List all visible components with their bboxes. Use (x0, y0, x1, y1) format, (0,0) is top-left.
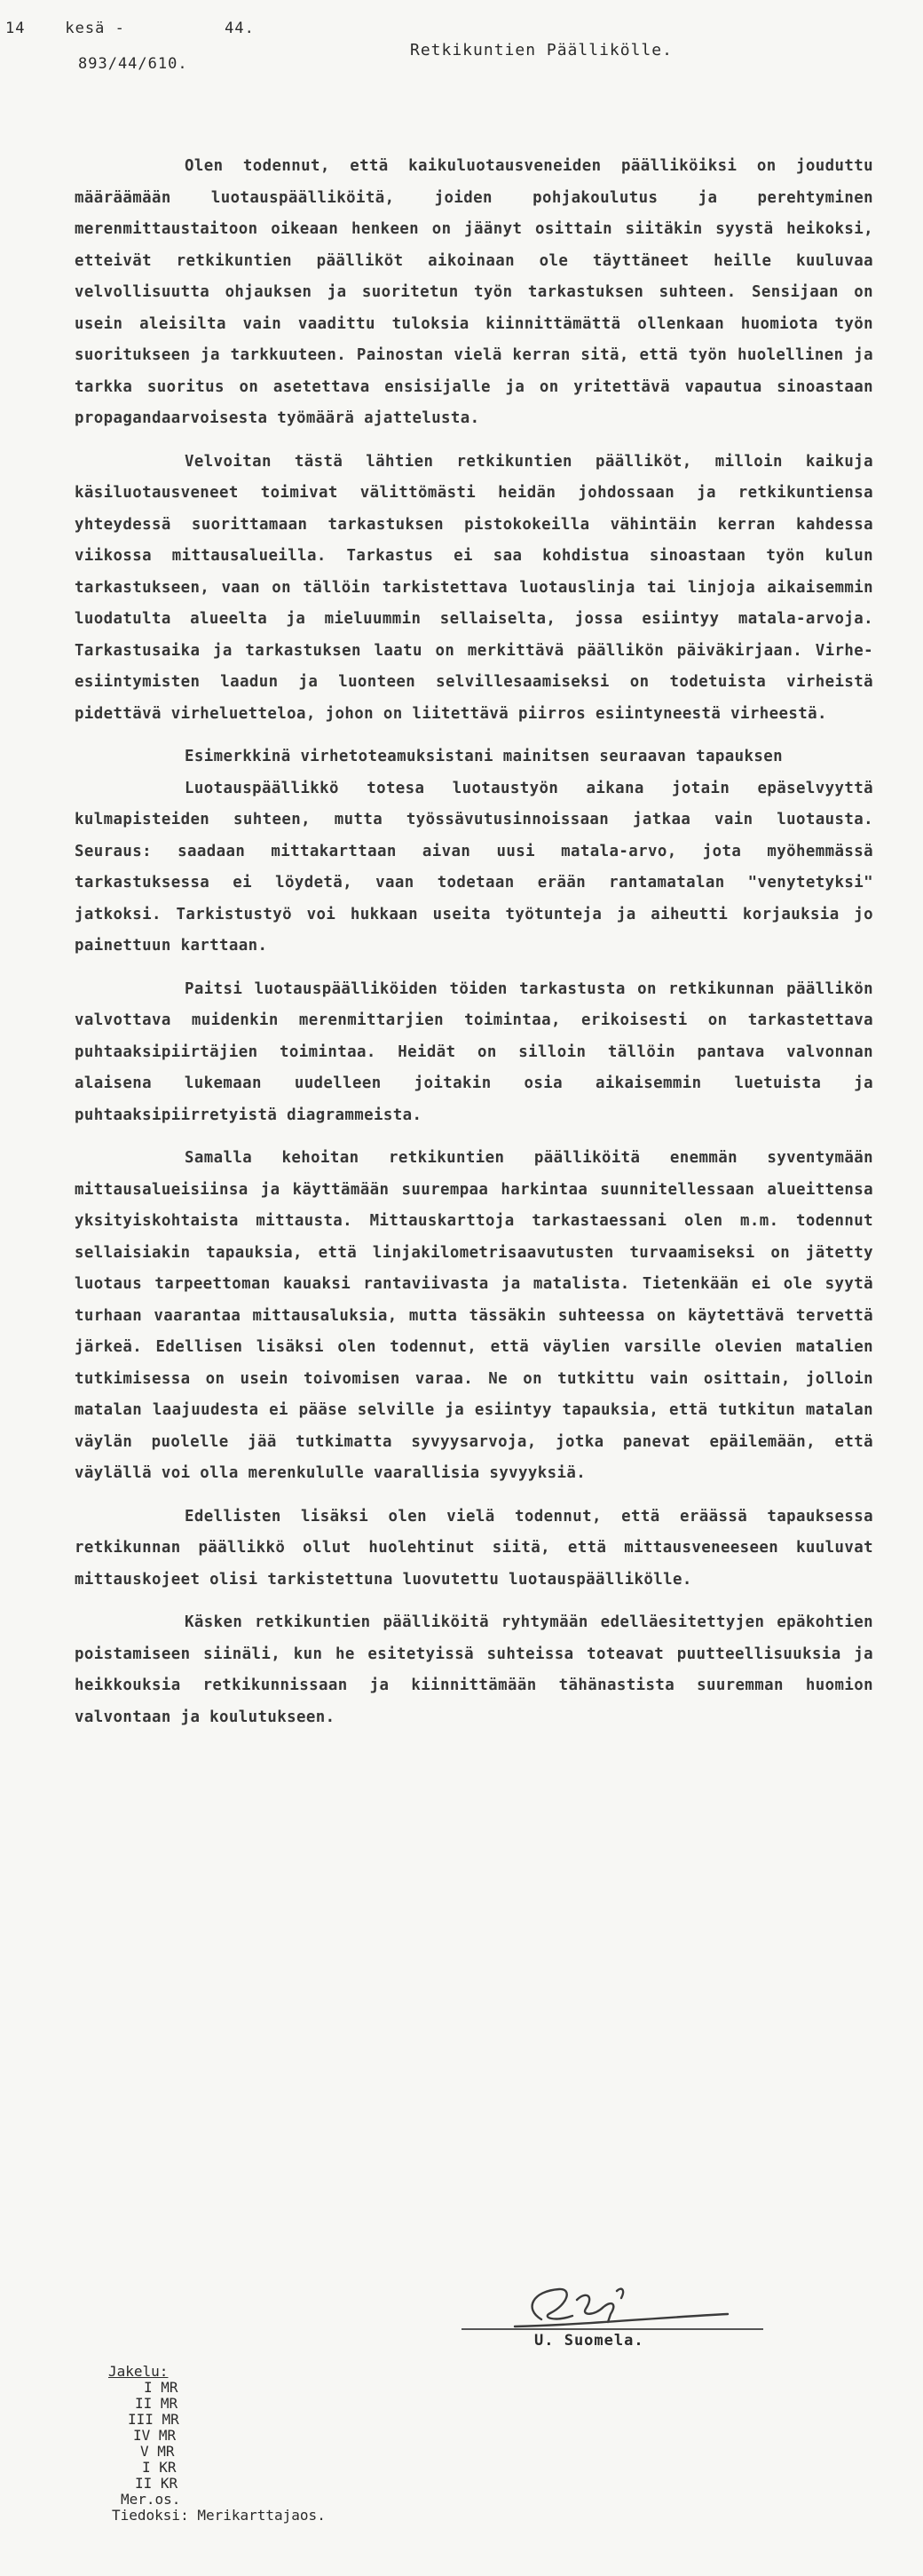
paragraph: Luotauspäällikkö totesa luotaustyön aikana jotain epäselvyyttä kulmapisteiden suhteen, mutta työssävutusinnoissaan jatkaa vain luotausta. Seuraus: saadaan mittakarttaan aivan uusi matala-arvo, jota myöhemmässä tarkastuksessa ei löydetä, vaan todetaan erään rantamatalan "venytetyksi" jatkoksi. Tarkistustyö voi hukkaan useita työtunteja ja aiheutti korjauksia jo painettuun karttaan. (75, 779, 873, 955)
paragraph: Esimerkkinä virhetoteamuksistani mainitsen seuraavan tapauksen (185, 748, 783, 765)
document-date: 14 kesä - 44. (5, 20, 255, 37)
distribution-item: II KR (135, 2475, 178, 2492)
paragraph: Samalla kehoitan retkikuntien päälliköitä enemmän syventymään mittausalueisiinsa ja käyttämään suurempaa harkintaa suunnitellessaan alueittensa yksityiskohtaista mittausta. Mittauskarttoja tarkastaessani olen m.m. todennut sellaisiakin tapauksia, että linjakilometrisaavutusten turvaamiseksi on jätetty luotaus tarpeettoman kauaksi rantaviivasta ja matalista. Tietenkään ei ole syytä turhaan vaarantaa mittausaluksia, mutta tässäkin suhteessa on käytettävä tervettä järkeä. Edellisen lisäksi olen todennut, että väylien varsille olevien matalien tutkimisessa on usein toivomisen varaa. Ne on tutkittu vain osittain, jolloin matalan laajuudesta ei pääse selville ja esiintyy tapauksia, että tutkitun matalan väylän puolelle jää tutkimatta syvyysarvoja, jotka panevat epäilemään, että väylällä voi olla merenkululle vaarallisia syvyyksiä. (75, 1149, 873, 1482)
addressee: Retkikuntien Päällikölle. (410, 41, 673, 59)
paragraph: Paitsi luotauspäälliköiden töiden tarkastusta on retkikunnan päällikön valvottava muidenkin merenmittarjien toimintaa, erikoisesti on tarkastettava puhtaaksipiirtäjien toimintaa. Heidät on silloin tällöin pantava valvonnan alaisena lukemaan uudelleen joitakin osia aikaisemmin luetuista ja puhtaaksipiirretyistä diagrammeista. (75, 979, 873, 1124)
distribution-item: V MR (140, 2443, 175, 2460)
paragraph: Edellisten lisäksi olen vielä todennut, että eräässä tapauksessa retkikunnan päällikkö ollut huolehtinut siitä, että mittausveneeseen kuuluvat mittauskojeet olisi tarkistettuna luovutettu luotauspäällikölle. (75, 1507, 873, 1589)
signatory-name: U. Suomela. (534, 2332, 644, 2350)
signature-line (462, 2328, 763, 2330)
distribution (108, 2364, 463, 2559)
reference-number: 893/44/610. (78, 55, 188, 73)
distribution-item: IV MR (133, 2427, 177, 2444)
distribution-label: Jakelu: (108, 2363, 169, 2380)
paragraph: Velvoitan tästä lähtien retkikuntien päälliköt, milloin kaikuja käsiluotausveneet toimivat välittömästi heidän johdossaan ja retkikuntiensa yhteydessä suorittamaan tarkastuksen pistokokeilla vähintäin kerran kahdessa viikossa mittausalueilla. Tarkastus ei saa kohdistua sinoastaan työn kulun tarkastukseen, vaan on tällöin tarkistettava luotauslinja tai linjoja aikaisemmin luodatulta alueelta ja mieluummin sellaiselta, jossa esiintyy matala-arvoja. Tarkastusaika ja tarkastuksen laatu on merkittävä päällikön päiväkirjaan. Virhe-esiintymisten laadun ja luonteen selvillesaamiseksi on todetuista virheistä pidettävä virheluetteloa, johon on liitettävä piirros esiintyneestä virheestä. (75, 452, 873, 723)
distribution-item: III MR (128, 2411, 179, 2428)
distribution-item: Mer.os. (121, 2491, 181, 2508)
letter-body (75, 151, 873, 1745)
paragraph: Käsken retkikuntien päälliköitä ryhtymään edelläesitettyjen epäkohtien poistamiseen siinäli, kun he esitetyissä suhteissa toteavat puutteellisuuksia ja heikkouksia retkikunnissaan ja kiinnittämään tähänastista suuremman huomion valvontaan ja koulutukseen. (75, 1613, 873, 1726)
distribution-item: I MR (144, 2379, 178, 2396)
handwritten-signature (462, 2273, 781, 2335)
distribution-info: Tiedoksi: Merikarttajaos. (112, 2507, 326, 2524)
paragraph: Olen todennut, että kaikuluotausveneiden päälliköiksi on jouduttu määräämään luotauspäälliköitä, joiden pohjakoulutus ja perehtyminen merenmittaustaitoon oikeaan henkeen on jäänyt osittain siitäkin syystä heikoksi, etteivät retkikuntien päälliköt aikoinaan ole täyttäneet heille kuuluvaa velvollisuutta ohjauksen ja suoritetun työn tarkastuksen suhteen. Sensijaan on usein aleisilta vain vaadittu tuloksia kiinnittämättä ollenkaan huomiota työn suoritukseen ja tarkkuuteen. Painostan vielä kerran sitä, että työn huolellinen ja tarkka suoritus on asetettava ensisijalle ja on yritettävä vapautua sinoastaan propagandaarvoisesta työmäärä ajattelusta. (75, 157, 873, 427)
distribution-item: II MR (135, 2395, 178, 2412)
distribution-item: I KR (142, 2459, 177, 2476)
signature-block (462, 2273, 781, 2362)
